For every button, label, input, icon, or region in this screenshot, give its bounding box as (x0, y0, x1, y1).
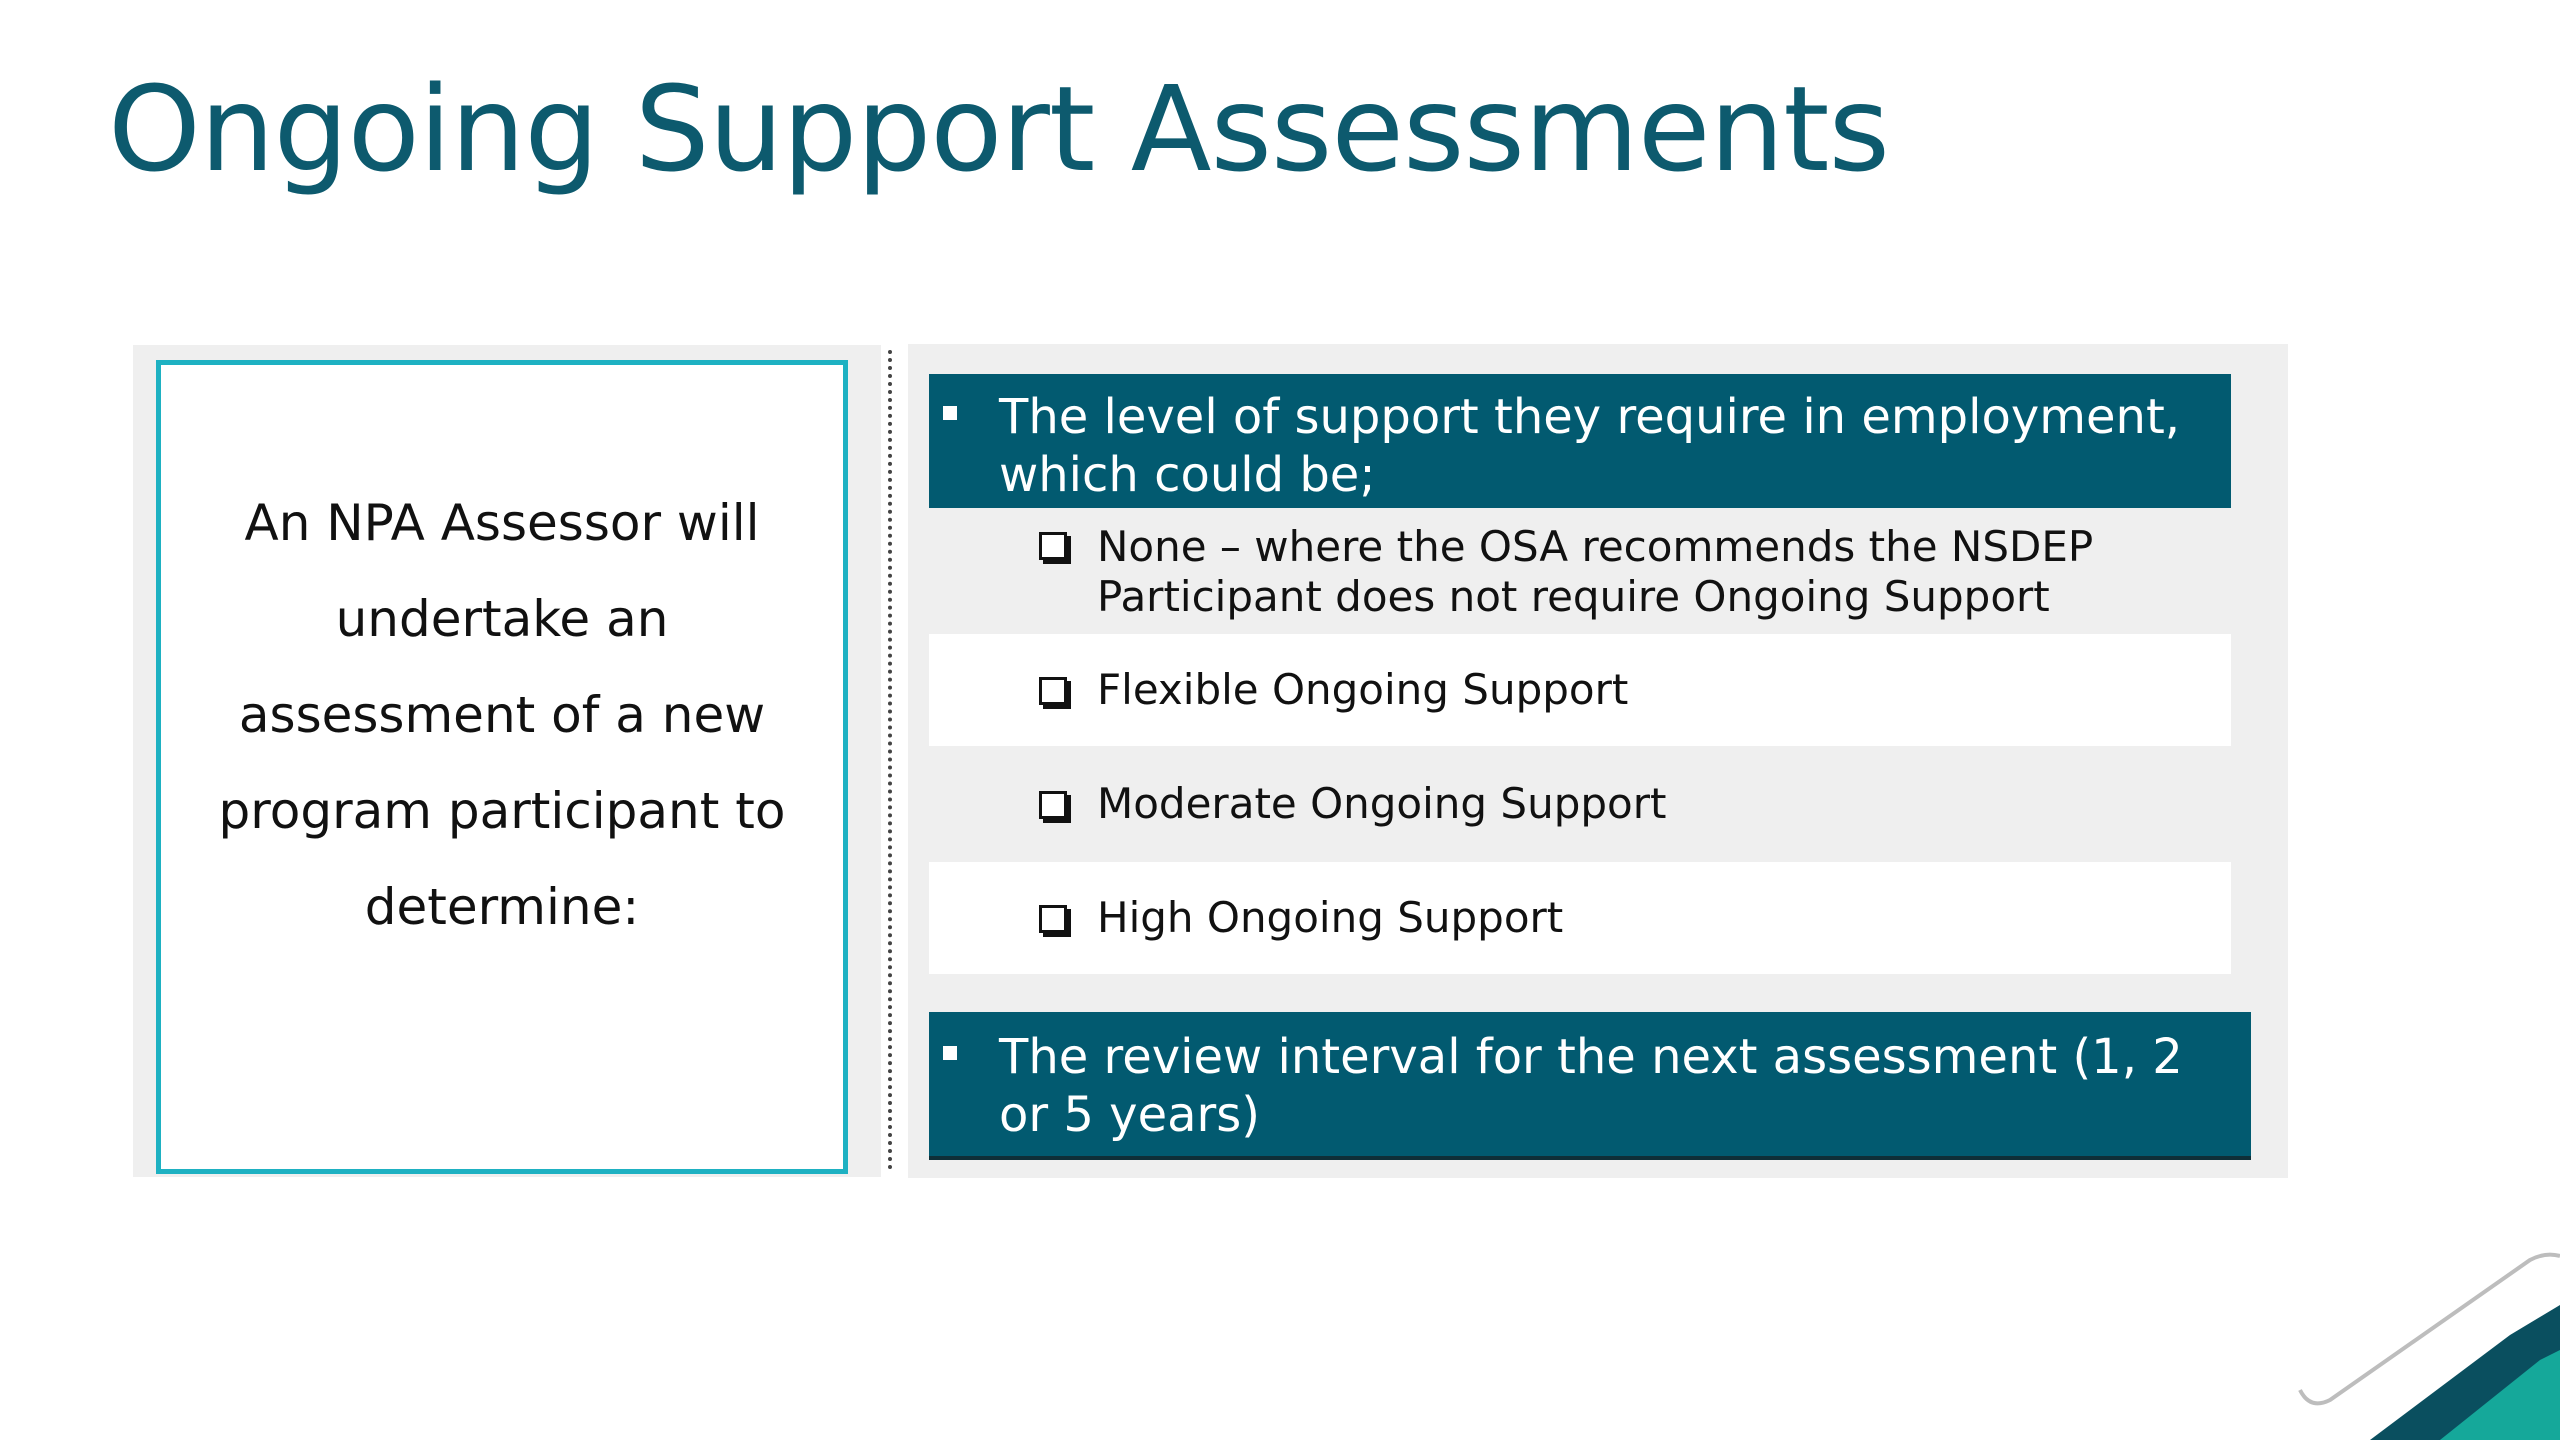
point-text: The level of support they require in employment, which could be; (999, 389, 2181, 503)
checkbox-icon (1039, 532, 1067, 560)
point-banner-level-of-support (929, 374, 2231, 508)
intro-text: An NPA Assessor will undertake an assessment of a new program participant to determine: (218, 494, 786, 936)
option-row-moderate (929, 748, 2231, 860)
checkbox-icon (1039, 677, 1067, 705)
option-text: None – where the OSA recommends the NSDEP Participant does not require Ongoing Support (1097, 522, 2094, 621)
slide-title: Ongoing Support Assessments (108, 60, 1890, 198)
option-text: High Ongoing Support (1097, 893, 1564, 942)
checkbox-icon (1039, 905, 1067, 933)
checkbox-icon (1039, 791, 1067, 819)
square-bullet-icon (943, 406, 957, 420)
option-text: Moderate Ongoing Support (1097, 779, 1667, 828)
option-text: Flexible Ongoing Support (1097, 665, 1629, 714)
dotted-divider (888, 350, 892, 1170)
option-row-none (929, 512, 2231, 630)
square-bullet-icon (943, 1046, 957, 1060)
option-row-high (929, 862, 2231, 974)
option-row-flexible (929, 634, 2231, 746)
corner-decoration-graphic (2290, 1250, 2560, 1440)
intro-box (156, 360, 848, 1174)
point-text: The review interval for the next assessment (1, 2 or 5 years) (999, 1029, 2183, 1143)
point-banner-review-interval (929, 1012, 2251, 1160)
